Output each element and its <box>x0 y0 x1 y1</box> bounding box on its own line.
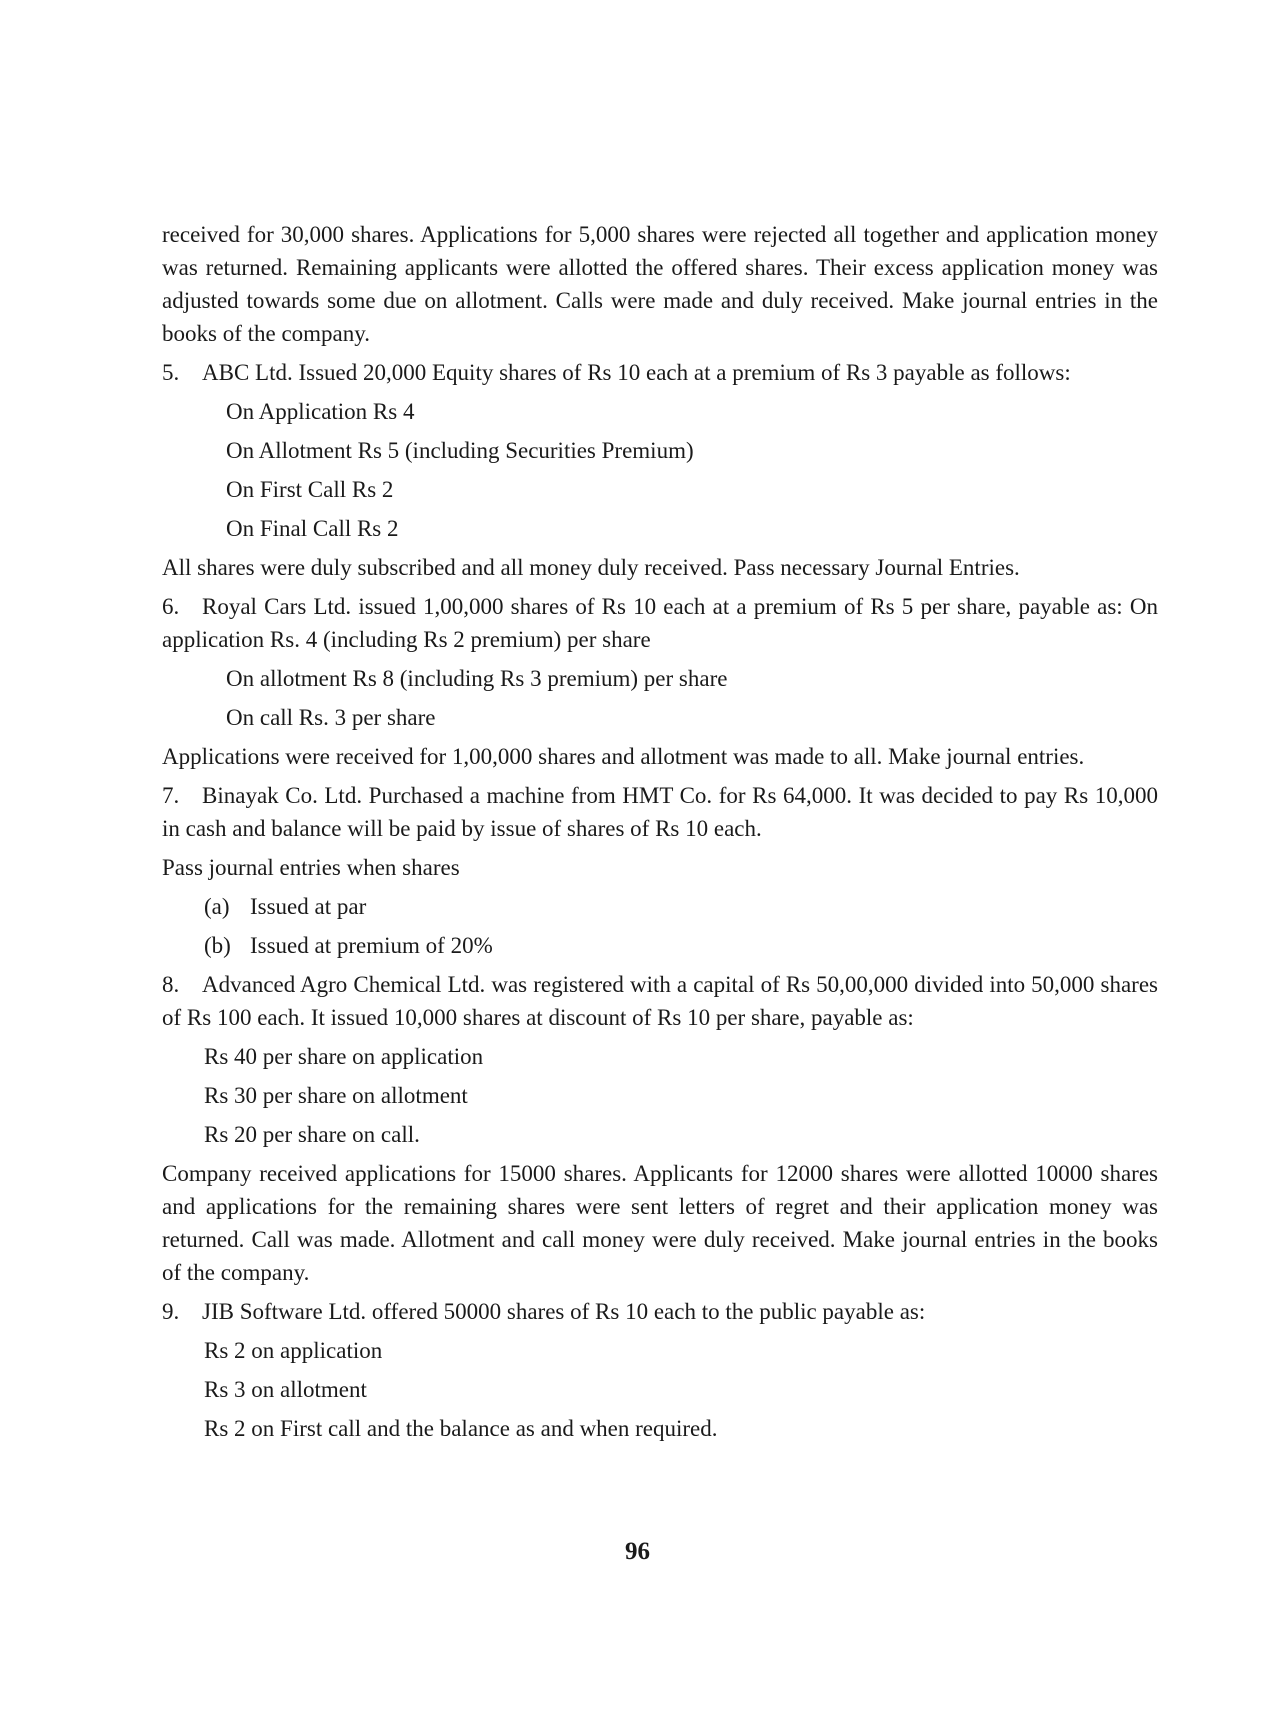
question-text: Royal Cars Ltd. issued 1,00,000 shares of Rs 10 each at a premium of Rs 5 per share, payable as: On application Rs. 4 (including Rs 2 premium) per share <box>162 594 1158 652</box>
payment-line: Rs 20 per share on call. <box>204 1122 420 1147</box>
question-number: 8. <box>162 972 180 997</box>
payment-line: On call Rs. 3 per share <box>226 705 436 730</box>
option-b <box>162 929 1158 962</box>
question-number: 7. <box>162 783 180 808</box>
intro-paragraph: received for 30,000 shares. Applications for 5,000 shares were rejected all together and application money was returned. Remaining applicants were allotted the offered shares. Their excess application money was adjusted towards some due on allotment. Calls were made and duly received. Make journal entries in the books of the company. <box>162 222 1158 346</box>
question-text: ABC Ltd. Issued 20,000 Equity shares of Rs 10 each at a premium of Rs 3 payable as follows: <box>202 360 1071 385</box>
question-7 <box>162 779 1158 845</box>
question-5 <box>162 356 1158 389</box>
question-text: Binayak Co. Ltd. Purchased a machine from HMT Co. for Rs 64,000. It was decided to pay Rs 10,000 in cash and balance will be paid by issue of shares of Rs 10 each. <box>162 783 1158 841</box>
closing-paragraph: All shares were duly subscribed and all money duly received. Pass necessary Journal Entries. <box>162 555 1020 580</box>
option-text: Issued at par <box>250 894 367 919</box>
payment-line: On allotment Rs 8 (including Rs 3 premium) per share <box>226 666 728 691</box>
question-8 <box>162 968 1158 1034</box>
payment-line: On First Call Rs 2 <box>226 477 394 502</box>
question-text: JIB Software Ltd. offered 50000 shares of Rs 10 each to the public payable as: <box>202 1299 926 1324</box>
payment-line: On Allotment Rs 5 (including Securities Premium) <box>226 438 694 463</box>
payment-line: Rs 3 on allotment <box>204 1377 367 1402</box>
option-text: Issued at premium of 20% <box>250 933 493 958</box>
page-number: 96 <box>625 1538 650 1565</box>
option-a <box>162 890 1158 923</box>
option-label: (b) <box>204 933 231 958</box>
lead-paragraph: Pass journal entries when shares <box>162 855 460 880</box>
payment-line: On Final Call Rs 2 <box>226 516 399 541</box>
closing-paragraph: Company received applications for 15000 shares. Applicants for 12000 shares were allotted 10000 shares and applications for the remaining shares were sent letters of regret and their application money was returned. Call was made. Allotment and call money were duly received. Make journal entries in the books of the company. <box>162 1161 1158 1285</box>
question-number: 6. <box>162 594 180 619</box>
payment-line: On Application Rs 4 <box>226 399 415 424</box>
payment-line: Rs 40 per share on application <box>204 1044 484 1069</box>
page-content <box>162 218 1158 1451</box>
question-text: Advanced Agro Chemical Ltd. was registered with a capital of Rs 50,00,000 divided into 50,000 shares of Rs 100 each. It issued 10,000 shares at discount of Rs 10 per share, payable as: <box>162 972 1158 1030</box>
closing-paragraph: Applications were received for 1,00,000 shares and allotment was made to all. Make journal entries. <box>162 744 1085 769</box>
payment-line: Rs 2 on application <box>204 1338 383 1363</box>
question-number: 9. <box>162 1299 180 1324</box>
option-label: (a) <box>204 894 230 919</box>
payment-line: Rs 30 per share on allotment <box>204 1083 468 1108</box>
question-9 <box>162 1295 1158 1328</box>
question-number: 5. <box>162 360 180 385</box>
question-6 <box>162 590 1158 656</box>
payment-line: Rs 2 on First call and the balance as and when required. <box>204 1416 718 1441</box>
